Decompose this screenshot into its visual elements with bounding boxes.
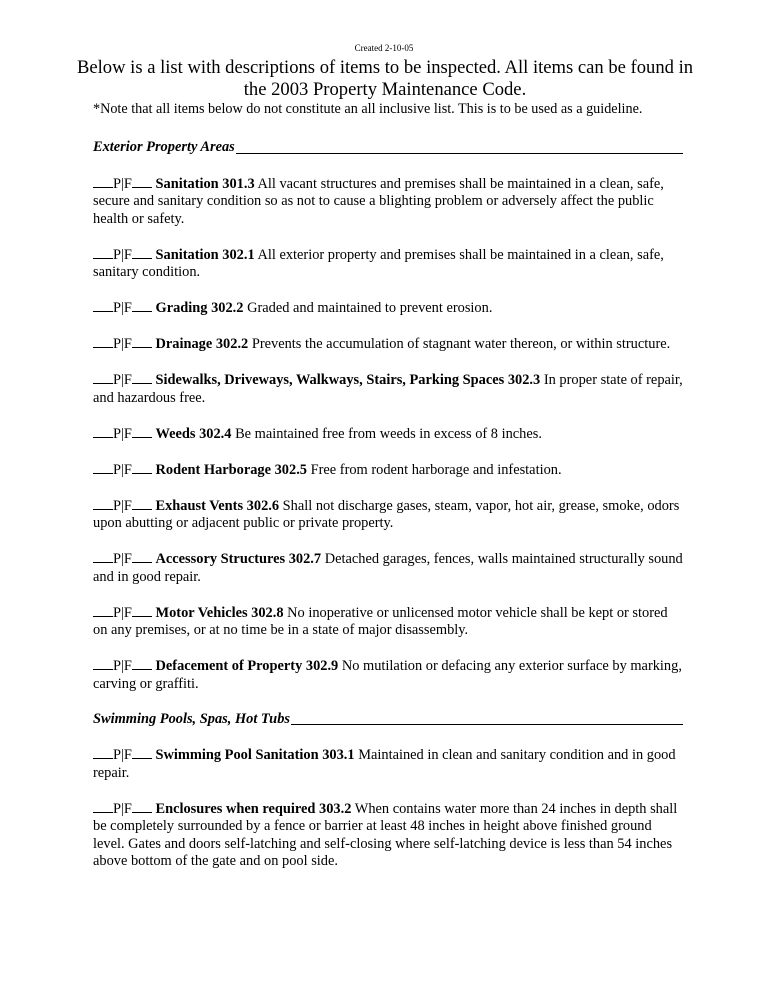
inspection-item	[93, 746, 683, 782]
inspection-item	[93, 425, 683, 444]
inspection-item	[93, 550, 683, 586]
checkbox-blank[interactable]	[93, 604, 113, 617]
checkbox-blank[interactable]	[132, 604, 152, 617]
checkbox-blank[interactable]	[132, 299, 152, 312]
item-title: Sanitation 302.1	[155, 246, 255, 263]
checkbox-blank[interactable]	[132, 800, 152, 813]
inspection-item	[93, 371, 683, 407]
item-text: In proper state of repair, and hazardous free.	[93, 372, 683, 406]
inspection-item	[93, 299, 683, 318]
checkbox-blank[interactable]	[132, 550, 152, 563]
pass-fail-label: P|F	[113, 497, 132, 514]
checkbox-blank[interactable]	[132, 425, 152, 438]
pass-fail-label: P|F	[113, 551, 132, 567]
guideline-note: *Note that all items below do not constitute an all inclusive list. This is to be used as a guideline.	[93, 101, 643, 117]
item-title: Motor Vehicles 302.8	[155, 604, 284, 621]
inspection-item	[93, 497, 683, 533]
checkbox-blank[interactable]	[93, 335, 113, 348]
item-title: Exhaust Vents 302.6	[155, 497, 280, 514]
inspection-item	[93, 246, 683, 282]
inspection-item	[93, 604, 683, 640]
checkbox-blank[interactable]	[132, 246, 152, 259]
item-text: Detached garages, fences, walls maintained structurally sound and in good repair.	[93, 551, 683, 585]
inspection-item	[93, 335, 683, 354]
inspection-item	[93, 657, 683, 693]
pass-fail-label: P|F	[113, 336, 132, 352]
item-text: When contains water more than 24 inches in depth shall be completely surrounded by a fence or barrier at least 48 inches in height above finished ground level. Gates and doors self-latching and self-closing where self-latching device is less than 54 inches above bottom of the gate and on pool side.	[93, 800, 678, 869]
item-text: Be maintained free from weeds in excess of 8 inches.	[235, 425, 542, 442]
checkbox-blank[interactable]	[93, 746, 113, 759]
checkbox-blank[interactable]	[93, 461, 113, 474]
checkbox-blank[interactable]	[93, 657, 113, 670]
checkbox-blank[interactable]	[132, 461, 152, 474]
inspection-item	[93, 800, 683, 871]
checkbox-blank[interactable]	[93, 550, 113, 563]
checkbox-blank[interactable]	[132, 657, 152, 670]
item-text: Shall not discharge gases, steam, vapor, hot air, grease, smoke, odors upon abutting or adjacent public or private property.	[93, 497, 680, 531]
checkbox-blank[interactable]	[93, 497, 113, 510]
item-title: Rodent Harborage 302.5	[155, 461, 307, 478]
item-text: Maintained in clean and sanitary condition and in good repair.	[93, 747, 676, 781]
inspection-list	[93, 139, 683, 888]
item-text: No inoperative or unlicensed motor vehicle shall be kept or stored on any premises, or at no time be in a state of major disassembly.	[93, 604, 668, 638]
checkbox-blank[interactable]	[132, 335, 152, 348]
section-exterior-property	[93, 139, 683, 693]
checkbox-blank[interactable]	[93, 371, 113, 384]
item-title: Sanitation 301.3	[155, 175, 255, 192]
checkbox-blank[interactable]	[132, 746, 152, 759]
created-date: Created 2-10-05	[354, 43, 414, 53]
checkbox-blank[interactable]	[132, 497, 152, 510]
pass-fail-label: P|F	[113, 372, 132, 388]
item-title: Sidewalks, Driveways, Walkways, Stairs, Parking Spaces 302.3	[155, 372, 541, 388]
item-title: Defacement of Property 302.9	[155, 658, 339, 674]
inspection-item	[93, 461, 683, 480]
item-title: Grading 302.2	[155, 300, 244, 316]
title-rule	[236, 153, 683, 154]
inspection-item	[93, 175, 683, 229]
item-title: Swimming Pool Sanitation 303.1	[155, 747, 355, 763]
item-text: Prevents the accumulation of stagnant water thereon, or within structure.	[251, 336, 671, 352]
pass-fail-label: P|F	[113, 747, 132, 763]
checkbox-blank[interactable]	[132, 175, 152, 188]
pass-fail-label: P|F	[113, 604, 132, 621]
pass-fail-label: P|F	[113, 175, 132, 192]
item-text: No mutilation or defacing any exterior surface by marking, carving or graffiti.	[93, 658, 682, 692]
section-title: Exterior Property Areas	[93, 139, 683, 157]
checkbox-blank[interactable]	[93, 175, 113, 188]
pass-fail-label: P|F	[113, 246, 132, 263]
item-title: Weeds 302.4	[155, 425, 232, 442]
item-title: Accessory Structures 302.7	[155, 551, 322, 567]
item-title: Enclosures when required 303.2	[155, 800, 352, 817]
title-rule	[291, 724, 683, 725]
page-heading: Below is a list with descriptions of items to be inspected. All items can be found in the 2003 Property Maintenance Code.	[76, 57, 694, 100]
section-title: Swimming Pools, Spas, Hot Tubs	[93, 711, 683, 729]
item-text: Free from rodent harborage and infestation.	[310, 461, 562, 478]
item-title: Drainage 302.2	[155, 336, 249, 352]
item-text: Graded and maintained to prevent erosion.	[247, 300, 493, 316]
item-text: All vacant structures and premises shall be maintained in a clean, safe, secure and sanitary condition so as not to cause a blighting problem or adversely affect the public health or safety.	[93, 175, 664, 227]
item-text: All exterior property and premises shall be maintained in a clean, safe, sanitary condition.	[93, 246, 664, 280]
pass-fail-label: P|F	[113, 461, 132, 478]
section-swimming-pools	[93, 711, 683, 871]
pass-fail-label: P|F	[113, 425, 132, 442]
checkbox-blank[interactable]	[93, 299, 113, 312]
checkbox-blank[interactable]	[93, 246, 113, 259]
pass-fail-label: P|F	[113, 658, 132, 674]
checkbox-blank[interactable]	[93, 425, 113, 438]
checkbox-blank[interactable]	[132, 371, 152, 384]
pass-fail-label: P|F	[113, 800, 132, 817]
checkbox-blank[interactable]	[93, 800, 113, 813]
pass-fail-label: P|F	[113, 300, 132, 316]
